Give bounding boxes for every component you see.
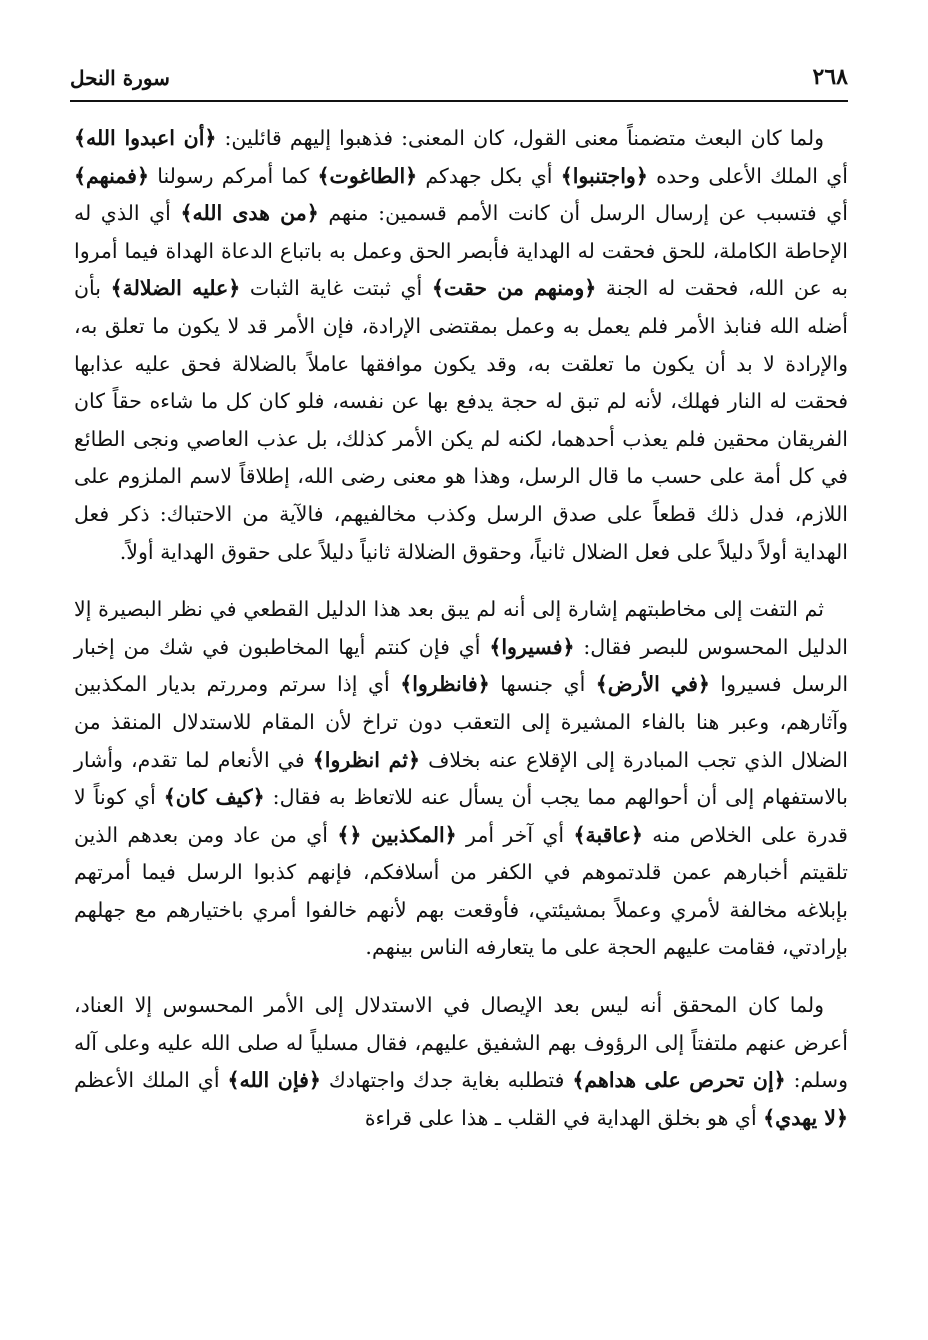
tafsir-text: في الأنعام لما تقدم، وأشار بالاستفهام إلى أن أحوالهم مما يجب أن يسأل عنه للاتعاظ به فقال: bbox=[74, 747, 848, 810]
paragraph-gap bbox=[74, 967, 848, 987]
tafsir-text: فتطلبه بغاية جدك واجتهادك bbox=[320, 1068, 573, 1093]
quran-quote: ﴿فإن الله﴾ bbox=[227, 1068, 321, 1093]
page-number: ٢٦٨ bbox=[812, 64, 848, 90]
quran-quote: ﴿إن تحرص على هداهم﴾ bbox=[572, 1068, 786, 1093]
quran-quote: ﴿فانظروا﴾ bbox=[400, 672, 490, 697]
quran-quote: ﴿لا يهدي﴾ bbox=[763, 1105, 848, 1130]
tafsir-text: أي بكل جهدكم bbox=[417, 163, 561, 188]
quran-quote: ﴿أن اعبدوا الله﴾ bbox=[74, 126, 217, 150]
quran-quote: ﴿الطاغوت﴾ bbox=[317, 163, 418, 188]
quran-quote: ﴿ومنهم من حقت﴾ bbox=[431, 276, 597, 301]
tafsir-text: أي الملك الأعلى وحده bbox=[647, 163, 848, 188]
quran-quote: ﴿المكذبين ﴿﴾ bbox=[337, 822, 457, 847]
tafsir-text: كما أمركم رسولنا bbox=[148, 163, 318, 188]
quran-quote: ﴿عليه الضلالة﴾ bbox=[110, 276, 241, 301]
quran-quote: ﴿فمنهم﴾ bbox=[74, 163, 149, 188]
header-rule bbox=[70, 100, 848, 102]
paragraph-1 bbox=[74, 120, 848, 571]
tafsir-text: أي فإن كنتم أيها المخاطبون في شك من إخبار الرسل فسيروا bbox=[74, 634, 849, 697]
tafsir-text: أي الذي له الإحاطة الكاملة، للحق فحقت له الهداية فأبصر الحق وعمل به باتباع الدعاة الهداة فيما أمروا به عن الله، فحقت له الجنة bbox=[74, 201, 849, 301]
page-header bbox=[70, 64, 848, 98]
quran-quote: ﴿في الأرض﴾ bbox=[595, 672, 710, 697]
tafsir-text: أي فتسبب عن إرسال الرسل أن كانت الأمم قسمين: منهم bbox=[318, 201, 848, 226]
tafsir-text: أي كوناً لا قدرة على الخلاص منه bbox=[74, 785, 848, 847]
tafsir-text: بأن أضله الله فنابذ الأمر فلم يعمل به وعمل بمقتضى الإرادة، فإن الأمر قد لا يكون ما تعلق به، والإرادة لا بد أن يكون ما تعلقت به، وقد يكون موافقها عاملاً بالضلالة فحق عليه عذابها فحقت له النار فهلك، لأنه لم تبق له حجة يدفع بها عن نفسه، فلو كان كل ما شاءه حقاً كان الفريقان محقين فلم يعذب أحدهما، لكنه لم يكن الأمر كذلك، بل عذب العاصي ونجى الطائع في كل أمة على حسب ما قال الرسل، وهذا هو معنى رضى الله، إطلاقاً لاسم الملزوم على اللازم، فدل ذلك قطعاً على صدق الرسل وكذب مخالفيهم، فالآية من الاحتباك: ذكر فعل الهداية أولاً دليلاً على فعل الضلال ثانياً، وحقوق الضلالة ثانياً دليلاً على حقوق الهداية أولاً. bbox=[74, 276, 848, 564]
tafsir-text: أي هو بخلق الهداية في القلب ـ هذا على قراءة bbox=[364, 1105, 764, 1130]
quran-quote: ﴿عاقبة﴾ bbox=[573, 822, 643, 847]
paragraph-gap bbox=[74, 571, 848, 591]
paragraph-2 bbox=[74, 591, 848, 967]
quran-quote: ﴿من هدى الله﴾ bbox=[180, 201, 319, 226]
quran-quote: ﴿ثم انظروا﴾ bbox=[312, 747, 420, 772]
tafsir-text: أي الملك الأعظم bbox=[74, 1068, 228, 1093]
tafsir-text: أي جنسها bbox=[489, 672, 596, 697]
tafsir-text: ولما كان البعث متضمناً معنى القول، كان المعنى: فذهبوا إليهم قائلين: bbox=[216, 126, 824, 150]
tafsir-text: أي إذا سرتم ومررتم بديار المكذبين وآثارهم، وعبر هنا بالفاء المشيرة إلى التعقب دون تراخ لأن المقام للاستدلال المنقذ من الضلال الذي تجب المبادرة إلى الإقلاع عنه بخلاف bbox=[74, 672, 849, 772]
surah-title: سورة النحل bbox=[70, 66, 170, 90]
tafsir-text: أي من عاد ومن بعدهم الذين تلقيتم أخبارهم عمن قلدتموهم في الكفر من أسلافكم، فإنهم كذبوا الرسل فيما أمرتهم بإبلاغه مخالفة لأمري وعملاً بمشيئتي، فأوقعت بهم لأنهم خالفوا أمري باختيارهم مع جهلهم بإرادتي، فقامت عليهم الحجة على ما يتعارفه الناس بينهم. bbox=[74, 822, 848, 960]
paragraph-3 bbox=[74, 987, 848, 1137]
tafsir-text: ثم التفت إلى مخاطبتهم إشارة إلى أنه لم يبق بعد هذا الدليل القطعي في نظر البصيرة إلا الدليل المحسوس للبصر فقال: bbox=[74, 597, 849, 659]
tafsir-text: ولما كان المحقق أنه ليس بعد الإيصال في الاستدلال إلى الأمر المحسوس إلا العناد، أعرض عنهم ملتفتاً إلى الرؤوف بهم الشفيق عليهم، فقال مسلياً له صلى الله عليه وعلى آله وسلم: bbox=[74, 993, 849, 1093]
page-body bbox=[74, 120, 848, 1137]
tafsir-text: أي آخر أمر bbox=[456, 822, 574, 847]
tafsir-text: أي ثبتت غاية الثبات bbox=[240, 276, 432, 301]
quran-quote: ﴿واجتنبوا﴾ bbox=[560, 163, 648, 188]
quran-quote: ﴿كيف كان﴾ bbox=[163, 785, 265, 810]
quran-quote: ﴿فسيروا﴾ bbox=[489, 634, 575, 659]
